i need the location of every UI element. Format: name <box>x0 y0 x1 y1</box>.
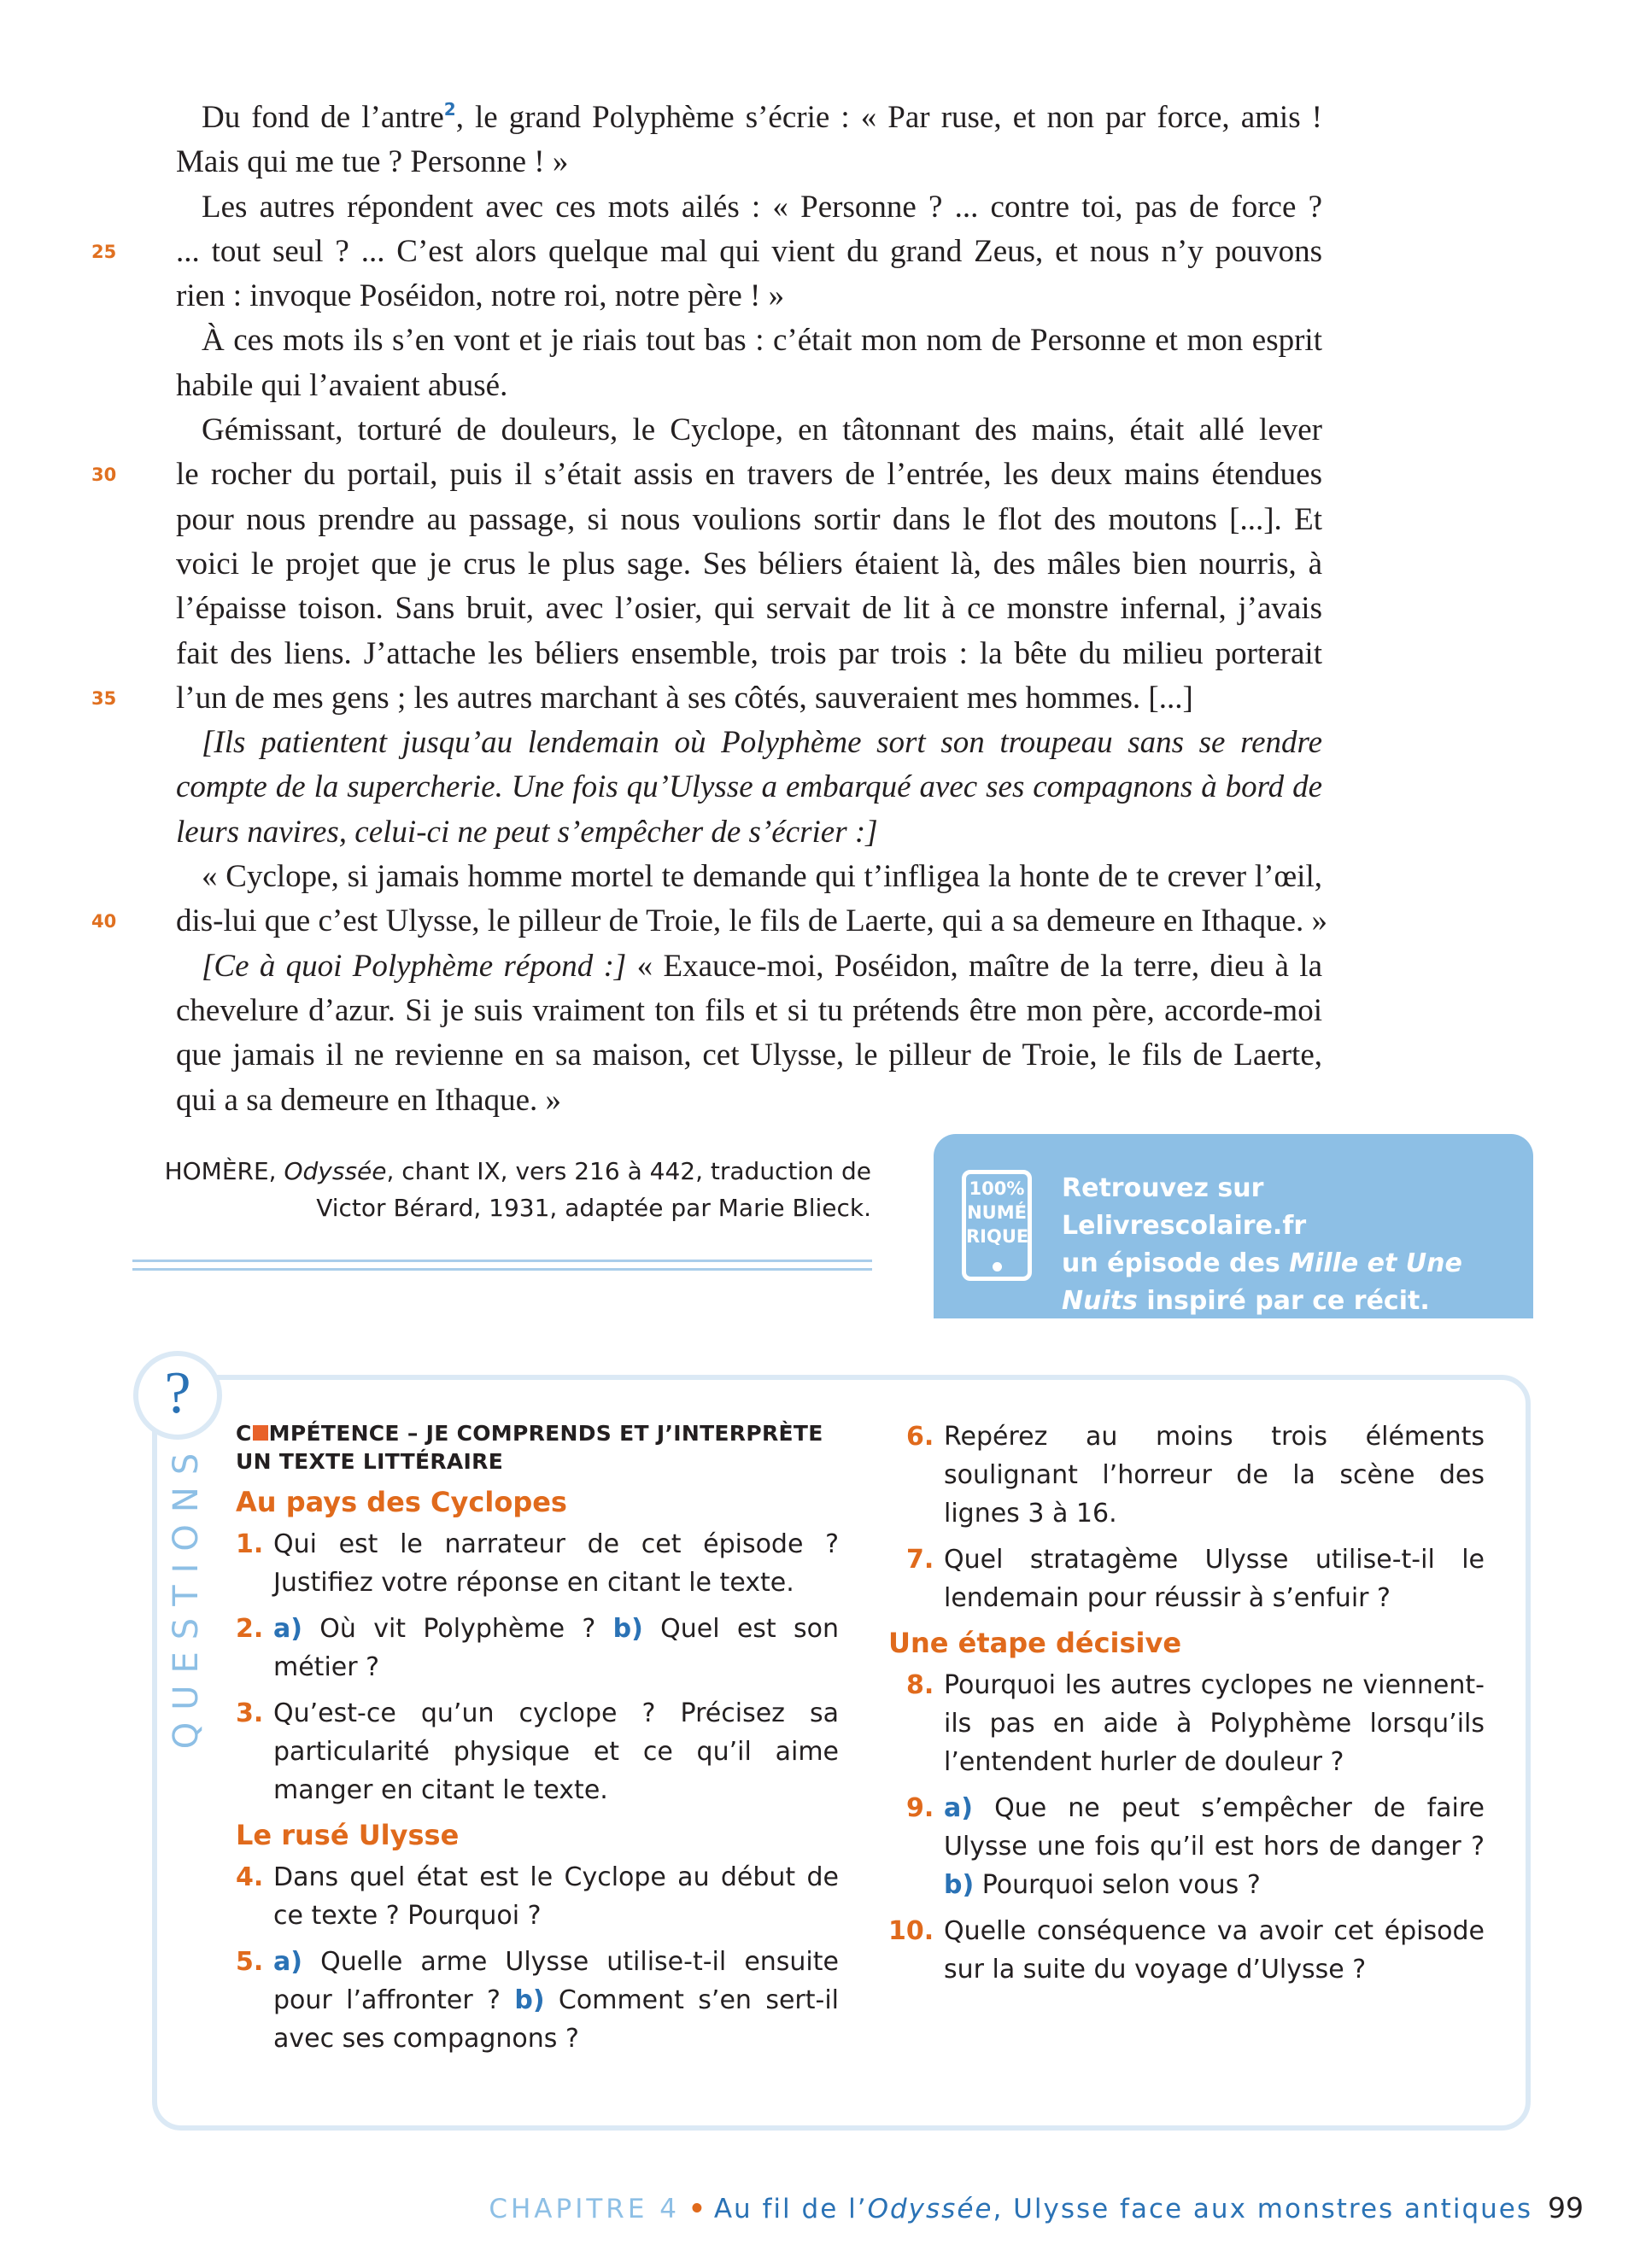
text-line: rien : invoque Poséidon, notre roi, notre père ! » <box>176 278 785 314</box>
section-heading: Au pays des Cyclopes <box>236 1486 567 1518</box>
text-line: 35 l’un de mes gens ; les autres marchant à ses côtés, sauveraient mes hommes. [...] <box>176 676 1322 721</box>
divider <box>132 1260 872 1262</box>
chapter-label: CHAPITRE 4 <box>489 2194 680 2224</box>
questions-right-column <box>888 1418 1485 1996</box>
page-footer: CHAPITRE 4 • Au fil de l’Odyssée, Ulysse face aux monstres antiques 99 <box>489 2191 1584 2224</box>
text-line-italic: [Ils patientent jusqu’au lendemain où Polyphème sort son troupeau sans se rendre <box>202 725 1322 761</box>
section-heading: Une étape décisive <box>888 1627 1182 1659</box>
page-number: 99 <box>1548 2191 1584 2224</box>
footnote-marker[interactable]: 2 <box>443 99 456 120</box>
text-line: 30 le rocher du portail, puis il s’était assis en travers de l’entrée, les deux mains étendues <box>176 453 1322 497</box>
phone-icon: 100% NUMÉ RIQUE <box>962 1170 1032 1281</box>
text-line: pour nous prendre au passage, si nous voulions sortir dans le flot des moutons [...]. Et <box>176 501 1322 537</box>
text-line: Les autres répondent avec ces mots ailés : « Personne ? ... contre toi, pas de force ? <box>202 189 1322 225</box>
text-line: 25 ... tout seul ? ... C’est alors quelque mal qui vient du grand Zeus, et nous n’y pouvons <box>176 230 1322 274</box>
line-number: 30 <box>91 465 117 486</box>
question-mark-icon: ? <box>133 1351 222 1440</box>
source-line-1: HOMÈRE, Odyssée, chant IX, vers 216 à 442, traduction de <box>164 1157 871 1185</box>
chapter-title: Au fil de l’Odyssée, Ulysse face aux monstres antiques <box>713 2194 1532 2224</box>
text-line: Gémissant, torturé de douleurs, le Cyclope, en tâtonnant des mains, était allé lever <box>202 412 1322 448</box>
line-number: 25 <box>91 241 117 262</box>
text-line: Du fond de l’antre$^2$, le grand Polyphème s’écrie : « Par ruse, et non par force, amis ! <box>202 99 1322 135</box>
question-item: 3. Qu’est-ce qu’un cyclope ? Précisez sa particularité physique et ce qu’il aime manger en citant le texte. <box>236 1698 839 1805</box>
line-number: 35 <box>91 687 117 709</box>
digital-resource-text[interactable]: Retrouvez sur Lelivrescolaire.fr un épisode des Mille et Une Nuits inspiré par ce récit. <box>1062 1173 1462 1316</box>
text-line: À ces mots ils s’en vont et je riais tout bas : c’était mon nom de Personne et mon esprit <box>202 323 1322 359</box>
text-line: qui a sa demeure en Ithaque. » <box>176 1082 562 1118</box>
text-line-italic: compte de la supercherie. Une fois qu’Ulysse a embarqué avec ses compagnons à bord de <box>176 769 1322 805</box>
text-line: « Cyclope, si jamais homme mortel te demande qui t’infligea la honte de te crever l’œil, <box>202 859 1322 895</box>
text-line: l’épaisse toison. Sans bruit, avec l’osier, qui servait de lit à ce monstre infernal, j’avais <box>176 591 1322 627</box>
questions-left-column <box>236 1419 839 2066</box>
text-line-italic: leurs navires, celui-ci ne peut s’empêcher de s’écrier :] <box>176 814 878 850</box>
text-line: [Ce à quoi Polyphème répond :] « Exauce-moi, Poséidon, maître de la terre, dieu à la <box>202 948 1322 984</box>
source-credit <box>145 1153 871 1226</box>
question-item: 5. a) Quelle arme Ulysse utilise-t-il ensuite pour l’affronter ? b) Comment s’en sert-il avec ses compagnons ? <box>236 1947 840 2054</box>
text-line: fait des liens. J’attache les béliers ensemble, trois par trois : la bête du milieu porterait <box>176 635 1322 671</box>
section-heading: Le rusé Ulysse <box>236 1819 460 1851</box>
digital-resource-box[interactable] <box>934 1134 1533 1318</box>
question-item: 7. Quel stratagème Ulysse utilise-t-il le lendemain pour réussir à s’enfuir ? <box>906 1545 1485 1613</box>
literary-excerpt <box>91 96 1328 1123</box>
text-line: Mais qui me tue ? Personne ! » <box>176 144 569 180</box>
source-line-2: Victor Bérard, 1931, adaptée par Marie Blieck. <box>316 1194 871 1222</box>
question-item: 9. a) Que ne peut s’empêcher de faire Ulysse une fois qu’il est hors de danger ? b) Pourquoi selon vous ? <box>906 1793 1485 1900</box>
competence-heading: C MPÉTENCE – JE COMPRENDS ET J’INTERPRÈTE UN TEXTE LITTÉRAIRE <box>236 1421 823 1474</box>
question-item: 2. a) Où vit Polyphème ? b) Quel est son métier ? <box>236 1614 840 1682</box>
question-item: 8. Pourquoi les autres cyclopes ne viennent-ils pas en aide à Polyphème lorsqu’ils l’entendent hurler de douleur ? <box>906 1670 1485 1777</box>
orange-square-icon <box>253 1425 268 1441</box>
question-item: 1. Qui est le narrateur de cet épisode ? Justifiez votre réponse en citant le texte. <box>236 1529 839 1598</box>
divider <box>132 1268 872 1271</box>
question-item: 4. Dans quel état est le Cyclope au début de ce texte ? Pourquoi ? <box>236 1862 839 1931</box>
text-line: voici le projet que je crus le plus sage. Ses béliers étaient là, des mâles bien nourris, à <box>176 546 1322 582</box>
questions-vertical-label: QUESTIONS <box>167 1441 206 1750</box>
question-item: 6. Repérez au moins trois éléments soulignant l’horreur de la scène des lignes 3 à 16. <box>906 1422 1485 1529</box>
text-line: que jamais il ne revienne en sa maison, cet Ulysse, le pilleur de Troie, le fils de Laerte, <box>176 1038 1322 1073</box>
text-line: chevelure d’azur. Si je suis vraiment ton fils et si tu prétends être mon père, accorde-moi <box>176 992 1322 1028</box>
line-number: 40 <box>91 911 117 932</box>
text-line: habile qui l’avaient abusé. <box>176 367 508 403</box>
question-item: 10. Quelle conséquence va avoir cet épisode sur la suite du voyage d’Ulysse ? <box>888 1916 1485 1984</box>
text-line: 40 dis-lui que c’est Ulysse, le pilleur de Troie, le fils de Laerte, qui a sa demeure en Ithaque. » <box>176 899 1322 944</box>
